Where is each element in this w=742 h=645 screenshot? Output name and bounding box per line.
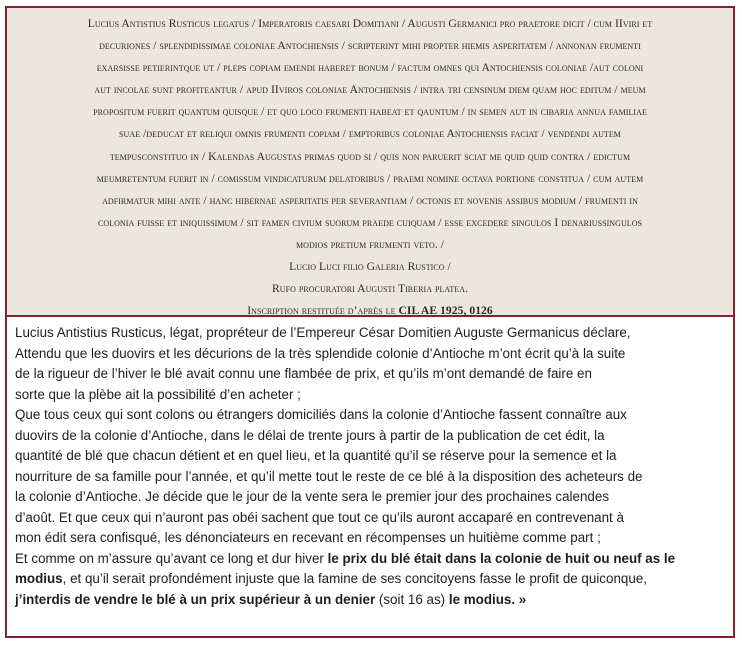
latin-line: meumretentum fuerit in / comissum vindicaturum delatoribus / praemi nomine octava portione constitua / cum autem: [96, 171, 644, 185]
emphasis-text: le modius. »: [448, 591, 527, 607]
translation-line: mon édit sera confisqué, les dénonciateurs en recevant en récompenses un huitième comme part ;: [15, 530, 601, 545]
latin-line: Lucius Antistius Rusticus legatus / Imperatoris caesari Domitiani / Augusti Germanici pro praetore dicit / cum IIviri et: [87, 17, 653, 30]
edict-frame: [5, 6, 735, 638]
latin-dedication: [15, 256, 725, 322]
translation-line: [15, 590, 725, 611]
translation-line: quantité de blé que chacun détient et en quel lieu, et la quantité qu’il se réserve pour la semence et la: [15, 448, 617, 463]
latin-signature-line: Rufo procuratori Augusti Tiberia platea.: [271, 282, 469, 296]
translation-line: Lucius Antistius Rusticus, légat, propréteur de l’Empereur César Domitien Auguste Germanicus déclare,: [15, 325, 631, 340]
translation-line: la colonie d’Antioche. Je décide que le jour de la vente sera le premier jour des prochaines calendes: [15, 489, 610, 504]
latin-line: aut incolae sunt profiteantur / apud IIviros coloniae Antochiensis / intra tri censinum diem quam hoc editum / meum: [94, 83, 646, 97]
translation-line: d’août. Et que ceux qui n’auront pas obéi sachent que tout ce qu’ils auront accaparé en contrevenant à: [15, 509, 624, 525]
latin-line: decuriones / splendidissimae coloniae Antochiensis / scripterint mihi propter hiemis asperitatem / annonan frumenti: [99, 39, 641, 53]
reference-source: CIL AE 1925, 0126: [398, 304, 493, 318]
latin-line: modios pretium frumenti veto. /: [295, 237, 444, 251]
translation-line: sorte que la plèbe ait la possibilité d’en acheter ;: [15, 386, 301, 402]
translation-line: duovirs de la colonie d’Antioche, dans le délai de trente jours à partir de la publication de cet édit, la: [15, 427, 605, 443]
latin-signature-line: Lucio Luci filio Galeria Rustico /: [289, 260, 451, 274]
translation-line: [15, 569, 725, 590]
translation-line: Attendu que les duovirs et les décurions de la très splendide colonie d’Antioche m’ont écrit qu’à la suite: [15, 345, 626, 361]
translation-line: [15, 549, 725, 570]
translation-line: de la rigueur de l’hiver le blé avait connu une flambée de prix, et qu’ils m’ont demandé de faire en: [15, 366, 592, 381]
latin-inscription-box: [7, 8, 733, 317]
latin-line: suae /deducat et reliqui omnis frumenti copiam / emptoribus coloniae Antochiensis faciat / vendendi autem: [119, 127, 621, 141]
plain-text: , et qu’il serait profondément injuste que la famine de ses concitoyens fasse le profit de quiconque,: [62, 571, 647, 586]
latin-line: propositum fuerit quantum quisque / et quo loco frumenti habeat et qauntum / in semen aut in cibaria annua familiae: [93, 105, 647, 119]
translation-line: Que tous ceux qui sont colons ou étrangers domiciliés dans la colonie d’Antioche fassent connaître aux: [15, 407, 627, 422]
translation-line: nourriture de sa famille pour l’année, et qu’il mette tout le reste de ce blé à la disposition des acheteurs de: [15, 468, 643, 484]
emphasis-text: j’interdis de vendre le blé à un prix supérieur à un denier: [15, 591, 376, 607]
latin-line: colonia fuisse et iniquissimum / sit famen civium suorum praede cuiquam / esse excedere singulos I denariussingulos: [97, 215, 643, 229]
latin-line: tempusconstituo in / Kalendas Augustas primas quod si / quis non paruerit sciat me quid quid contra / edictum: [109, 149, 631, 163]
french-translation: [7, 317, 733, 610]
latin-line: adfirmatur mihi ante / hanc hibernae asperitatis per severantiam / octonis et novenis assibus modium / frumenti in: [102, 193, 638, 207]
reference-prefix: Inscription restituée d’après le: [247, 304, 399, 318]
emphasis-text: modius: [15, 571, 63, 586]
plain-text: Et comme on m’assure qu’avant ce long et dur hiver: [15, 550, 328, 566]
latin-inscription-text: [15, 13, 725, 256]
latin-line: exarsisse petierintque ut / pleps copiam emendi haberet bonum / factum omnes qui Antochiensis coloniae /aut coloni: [96, 61, 644, 75]
plain-text: (soit 16 as): [375, 591, 449, 607]
emphasis-text: le prix du blé était dans la colonie de huit ou neuf as le: [327, 550, 676, 566]
